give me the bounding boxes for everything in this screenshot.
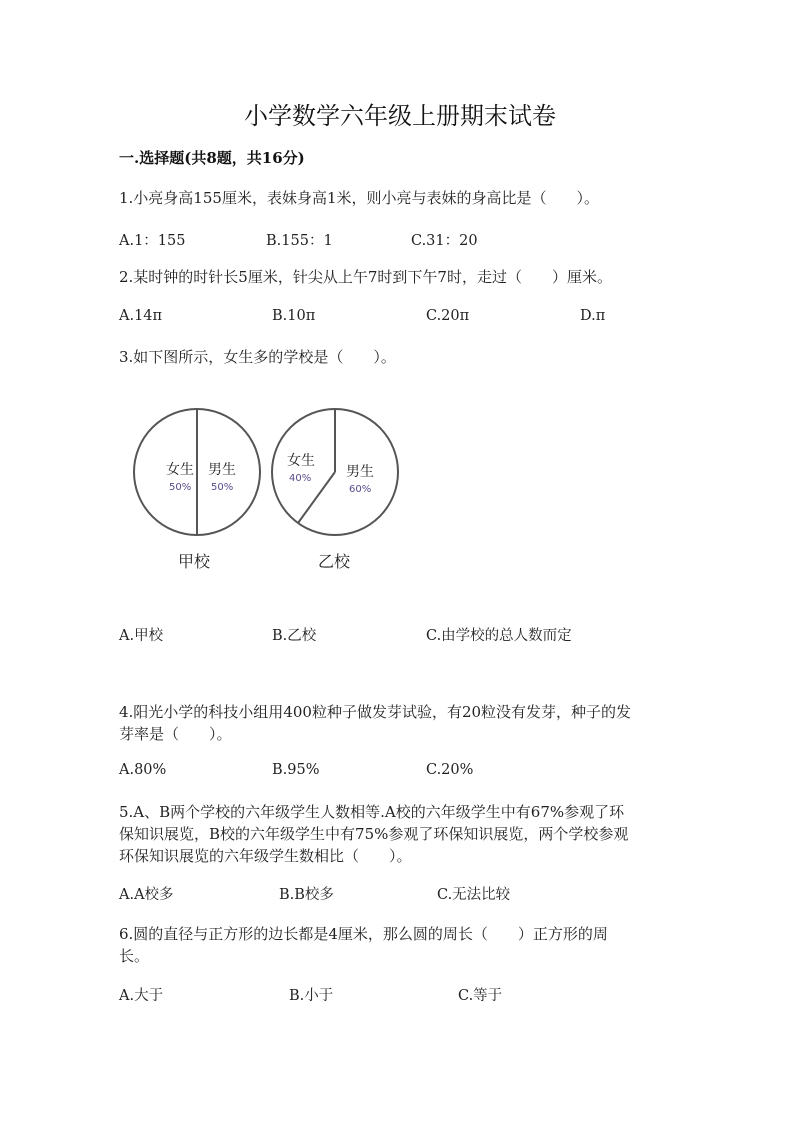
question-1-text: 1.小亮身高155厘米，表妹身高1米，则小亮与表妹的身高比是（ ）。 (119, 189, 599, 207)
school-a-boy-pct: 50% (211, 482, 234, 493)
question-5-line-3: 环保知识展览的六年级学生数相比（ ）。 (119, 847, 412, 865)
school-b-boy-label: 男生 (346, 464, 374, 480)
page-title: 小学数学六年级上册期末试卷 (244, 102, 556, 130)
q6-option-c[interactable]: C.等于 (458, 988, 503, 1004)
q1-option-c[interactable]: C.31：20 (411, 233, 478, 249)
q2-option-b[interactable]: B.10π (272, 308, 316, 324)
q4-option-b[interactable]: B.95% (272, 762, 320, 778)
q1-option-a[interactable]: A.1：155 (119, 233, 186, 249)
q4-option-a[interactable]: A.80% (119, 762, 167, 778)
q2-option-c[interactable]: C.20π (426, 308, 470, 324)
q4-option-c[interactable]: C.20% (426, 762, 474, 778)
q2-option-d[interactable]: D.π (580, 308, 606, 324)
q5-option-b[interactable]: B.B校多 (279, 887, 334, 903)
q1-option-b[interactable]: B.155：1 (266, 233, 333, 249)
school-a-girl-label: 女生 (166, 462, 194, 478)
question-3-text: 3.如下图所示，女生多的学校是（ ）。 (119, 348, 396, 366)
q2-option-a[interactable]: A.14π (119, 308, 163, 324)
school-a-girl-pct: 50% (169, 482, 192, 493)
question-2-text: 2.某时钟的时针长5厘米，针尖从上午7时到下午7时，走过（ ）厘米。 (119, 268, 612, 286)
q6-option-a[interactable]: A.大于 (119, 988, 164, 1004)
question-4-line-2: 芽率是（ ）。 (119, 725, 232, 743)
question-6-line-1: 6.圆的直径与正方形的边长都是4厘米，那么圆的周长（ ）正方形的周 (119, 925, 608, 943)
question-6-line-2: 长。 (119, 947, 150, 965)
question-5-line-1: 5.A、B两个学校的六年级学生人数相等.A校的六年级学生中有67%参观了环 (119, 803, 625, 821)
school-b-girl-pct: 40% (289, 473, 312, 484)
school-b-name: 乙校 (318, 552, 351, 571)
q5-option-a[interactable]: A.A校多 (119, 887, 174, 903)
q3-pie-figure (120, 395, 420, 585)
section-heading: 一.选择题(共8题，共16分) (119, 149, 305, 167)
q3-option-b[interactable]: B.乙校 (272, 628, 317, 644)
q3-option-a[interactable]: A.甲校 (119, 628, 164, 644)
question-5-line-2: 保知识展览，B校的六年级学生中有75%参观了环保知识展览，两个学校参观 (119, 825, 629, 843)
school-a-boy-label: 男生 (208, 462, 236, 478)
question-4-line-1: 4.阳光小学的科技小组用400粒种子做发芽试验，有20粒没有发芽，种子的发 (119, 703, 632, 721)
school-b-girl-label: 女生 (287, 453, 315, 469)
q6-option-b[interactable]: B.小于 (289, 988, 334, 1004)
school-b-boy-pct: 60% (349, 484, 372, 495)
q3-option-c[interactable]: C.由学校的总人数而定 (426, 628, 572, 644)
school-a-name: 甲校 (178, 552, 211, 571)
q5-option-c[interactable]: C.无法比较 (437, 887, 511, 903)
